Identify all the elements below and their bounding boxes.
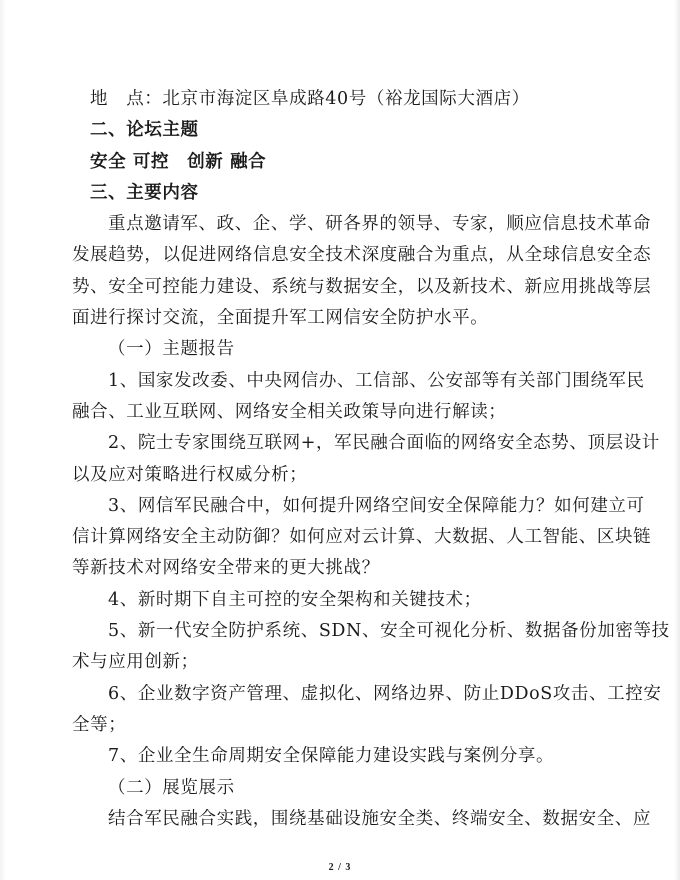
list-item: 6、企业数字资产管理、虚拟化、网络边界、防止DDoS攻击、工控安 [108,683,662,704]
list-item: 1、国家发改委、中央网信办、工信部、公安部等有关部门围绕军民 [108,370,645,391]
list-item-continuation: 术与应用创新； [72,652,199,673]
subsection-heading-exhibition: （二）展览展示 [108,777,235,798]
list-item-continuation: 等新技术对网络安全带来的更大挑战？ [72,558,380,579]
forum-theme-text: 安全 可控 创新 融合 [90,151,267,172]
page-number: 2 / 3 [328,862,352,873]
section-heading-forum-theme: 二、论坛主题 [90,120,199,141]
list-item: 3、网信军民融合中，如何提升网络空间安全保障能力？如何建立可 [108,495,645,516]
list-item: 5、新一代安全防护系统、SDN、安全可视化分析、数据备份加密等技 [108,621,670,642]
list-item-continuation: 以及应对策略进行权威分析； [72,464,308,485]
list-item: 7、企业全生命周期安全保障能力建设实践与案例分享。 [108,746,555,767]
subsection-heading-keynote: （一）主题报告 [108,339,235,360]
document-body [72,84,670,835]
list-item: 4、新时期下自主可控的安全架构和关键技术； [108,589,482,610]
list-item: 2、院士专家围绕互联网+，军民融合面临的网络安全态势、顶层设计 [108,433,660,454]
paragraph-line: 面进行探讨交流，全面提升军工网信安全防护水平。 [72,308,489,329]
list-item-continuation: 融合、工业互联网、网络安全相关政策导向进行解读； [72,401,507,422]
paragraph-line: 结合军民融合实践，围绕基础设施安全类、终端安全、数据安全、应 [108,808,651,829]
section-heading-main-content: 三、主要内容 [90,182,199,203]
paragraph-line: 发展趋势，以促进网络信息安全技术深度融合为重点，从全球信息安全态 [72,245,652,266]
list-item-continuation: 全等； [72,714,127,735]
paragraph-line: 势、安全可控能力建设、系统与数据安全，以及新技术、新应用挑战等层 [72,276,652,297]
venue-line: 地 点：北京市海淀区阜成路40号（裕龙国际大酒店） [90,89,530,109]
list-item-continuation: 信计算网络安全主动防御？如何应对云计算、大数据、人工智能、区块链 [72,527,652,548]
paragraph-line: 重点邀请军、政、企、学、研各界的领导、专家，顺应信息技术革命 [108,214,651,235]
